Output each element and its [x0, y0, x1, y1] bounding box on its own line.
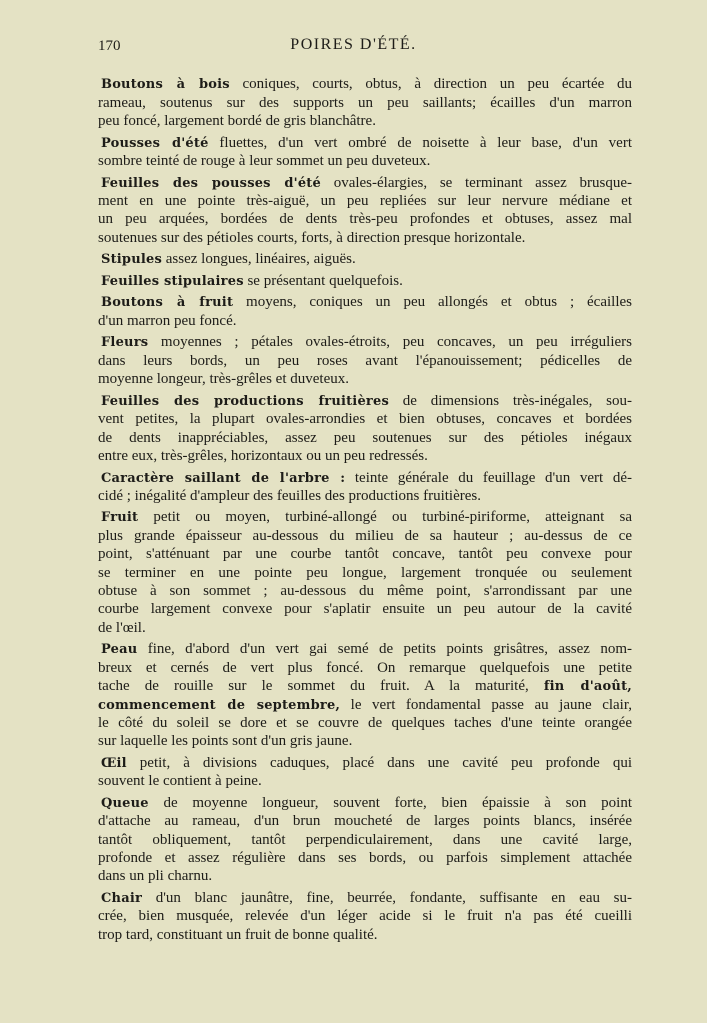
text-line: [98, 619, 632, 637]
paragraph: [98, 508, 632, 637]
body-text: entre eux, très-grêles, horizontaux ou un peu redressés.: [98, 447, 428, 464]
paragraph: [98, 889, 632, 944]
text-line: [98, 867, 632, 885]
text-line: [98, 250, 632, 268]
paragraph: [98, 174, 632, 248]
text-line: [98, 370, 632, 388]
body-text: breux et cernés de vert plus foncé. On remarque quelquefois une petite: [98, 659, 632, 676]
paragraph: [98, 794, 632, 886]
body-text: moyens, coniques un peu allongés et obtus ; écailles: [233, 294, 632, 311]
text-line: [98, 640, 632, 658]
bold-term: Feuilles stipulaires: [101, 273, 244, 289]
text-line: [98, 469, 632, 487]
body-text: dans un pli charnu.: [98, 868, 213, 885]
text-line: [98, 754, 632, 772]
paragraph: [98, 272, 632, 290]
text-line: [98, 75, 632, 93]
bold-term: Stipules: [101, 252, 163, 268]
body-text: plus grande épaisseur au-dessous du milieu de sa hauteur ; au-dessus de ce: [98, 527, 632, 544]
bold-term: fin d'août,: [543, 679, 632, 695]
running-title: POIRES D'ÉTÉ.: [290, 36, 417, 53]
text-line: [98, 696, 632, 714]
body-text: un peu arquées, bordées de dents très-peu profondes et obtuses, assez mal: [98, 211, 632, 228]
body-text: courbe largement convexe pour s'aplatir ensuite un peu autour de la cavité: [98, 601, 632, 618]
paragraph: [98, 640, 632, 750]
paragraph: [98, 250, 632, 268]
body-text: cidé ; inégalité d'ampleur des feuilles des productions fruitières.: [98, 487, 481, 504]
text-line: [98, 94, 632, 112]
body-text: tache de rouille sur le sommet du fruit. A la maturité,: [98, 678, 544, 695]
body-text: fluettes, d'un vert ombré de noisette à leur base, d'un vert: [208, 134, 632, 151]
body-text: profonde et assez régulière dans ses bords, ou parfois simplement attachée: [98, 850, 632, 867]
body-text: de l'œil.: [98, 619, 146, 636]
body-text: sombre teinté de rouge à leur sommet un peu duveteux.: [98, 152, 431, 169]
text-line: [98, 410, 632, 428]
text-line: [98, 352, 632, 370]
body-text: ment en une pointe très-aiguë, un peu repliées sur leur nervure médiane et: [98, 192, 632, 209]
text-line: [98, 677, 632, 695]
text-line: [98, 527, 632, 545]
body-text: moyenne longeur, très-grêles et duveteux.: [98, 371, 349, 388]
text-line: [98, 229, 632, 247]
text-line: [98, 732, 632, 750]
bold-term: Œil: [101, 755, 127, 771]
body-text: petit, à divisions caduques, placé dans une cavité peu profonde qui: [126, 754, 632, 771]
text-line: [98, 112, 632, 130]
body-text: trop tard, constituant un fruit de bonne qualité.: [98, 926, 378, 943]
body-text: rameau, soutenus sur des supports un peu saillants; écailles d'un marron: [98, 94, 632, 111]
bold-term: commencement de septembre,: [98, 697, 341, 713]
paragraph: [98, 333, 632, 388]
body-text: crée, bien musquée, relevée d'un léger acide si le fruit n'a pas été cueilli: [98, 908, 632, 925]
bold-term: Fruit: [101, 510, 139, 526]
bold-term: Feuilles des productions fruitières: [101, 393, 389, 409]
body-text: sur laquelle les points sont d'un gris jaune.: [98, 733, 353, 750]
body-text: soutenues sur des pétioles courts, forts, à direction presque horizontale.: [98, 229, 526, 246]
paragraph: [98, 392, 632, 466]
bold-term: Peau: [101, 642, 138, 658]
body-text: d'un marron peu foncé.: [98, 312, 237, 329]
body-text: le vert fondamental passe au jaune clair,: [340, 696, 632, 713]
bold-term: Caractère saillant de l'arbre :: [101, 470, 346, 486]
body-text: moyennes ; pétales ovales-étroits, peu concaves, un peu irréguliers: [148, 334, 632, 351]
text-line: [98, 926, 632, 944]
body-text: vent petites, la plupart ovales-arrondies et bien obtuses, concaves et bordées: [98, 411, 632, 428]
bold-term: Boutons à fruit: [101, 295, 234, 311]
page-number: 170: [98, 38, 121, 54]
body-text: ovales-élargies, se terminant assez brusque-: [321, 174, 633, 191]
text-line: [98, 152, 632, 170]
text-line: [98, 600, 632, 618]
text-line: [98, 174, 632, 192]
body-text: d'attache au rameau, d'un brun moucheté de larges points blancs, insérée: [98, 813, 632, 830]
text-line: [98, 545, 632, 563]
text-line: [98, 508, 632, 526]
text-line: [98, 849, 632, 867]
bold-term: Fleurs: [101, 335, 149, 351]
text-line: [98, 333, 632, 351]
body-text: se terminer en une pointe peu longue, largement tronquée ou seulement: [98, 564, 632, 581]
paragraph: [98, 469, 632, 506]
bold-term: Chair: [101, 891, 143, 907]
text-line: [98, 293, 632, 311]
body-text: de dents inappréciables, assez peu soutenues sur des pétioles inégaux: [98, 429, 632, 446]
text-line: [98, 192, 632, 210]
body-text: teinte générale du feuillage d'un vert dé-: [345, 469, 632, 486]
body-text: de dimensions très-inégales, sou-: [388, 392, 633, 409]
text-line: [98, 447, 632, 465]
body-text: peu foncé, largement bordé de gris blanchâtre.: [98, 112, 376, 129]
text-line: [98, 487, 632, 505]
body-text: se présentant quelquefois.: [243, 272, 403, 289]
text-line: [98, 564, 632, 582]
text-line: [98, 134, 632, 152]
text-line: [98, 582, 632, 600]
bold-term: Boutons à bois: [101, 77, 230, 93]
body-text: d'un blanc jaunâtre, fine, beurrée, fondante, suffisante en eau su-: [142, 890, 632, 907]
bold-term: Queue: [101, 795, 149, 811]
text-line: [98, 714, 632, 732]
body-text: assez longues, linéaires, aiguës.: [162, 251, 356, 268]
paragraph: [98, 754, 632, 791]
text-line: [98, 392, 632, 410]
text-line: [98, 772, 632, 790]
text-line: [98, 889, 632, 907]
body-text: coniques, courts, obtus, à direction un peu écartée du: [229, 76, 632, 93]
body-text: souvent le contient à peine.: [98, 773, 262, 790]
text-line: [98, 210, 632, 228]
body-text: fine, d'abord d'un vert gai semé de petits points grisâtres, assez nom-: [137, 641, 632, 658]
text-line: [98, 812, 632, 830]
text-line: [98, 907, 632, 925]
paragraph: [98, 134, 632, 171]
bold-term: Feuilles des pousses d'été: [101, 175, 321, 191]
text-line: [98, 429, 632, 447]
body-text: de moyenne longueur, souvent forte, bien épaissie à son point: [148, 794, 632, 811]
text-line: [98, 312, 632, 330]
text-line: [98, 272, 632, 290]
body-text: obtuse à son sommet ; au-dessous du même point, s'arrondissant par une: [98, 583, 632, 600]
text-line: [98, 831, 632, 849]
text-line: [98, 659, 632, 677]
text-line: [98, 794, 632, 812]
body-text: petit ou moyen, turbiné-allongé ou turbiné-piriforme, atteignant sa: [138, 509, 632, 526]
body-text: tantôt obliquement, tantôt perpendiculairement, dans une cavité large,: [98, 831, 632, 848]
page-body: [98, 72, 632, 944]
paragraph: [98, 293, 632, 330]
body-text: le côté du soleil se dore et se couvre de quelques taches d'une teinte orangée: [98, 714, 632, 731]
paragraph: [98, 75, 632, 130]
bold-term: Pousses d'été: [101, 135, 209, 151]
body-text: point, s'atténuant par une courbe tantôt concave, tantôt peu convexe pour: [98, 546, 632, 563]
body-text: dans leurs bords, un peu roses avant l'épanouissement; pédicelles de: [98, 352, 632, 369]
